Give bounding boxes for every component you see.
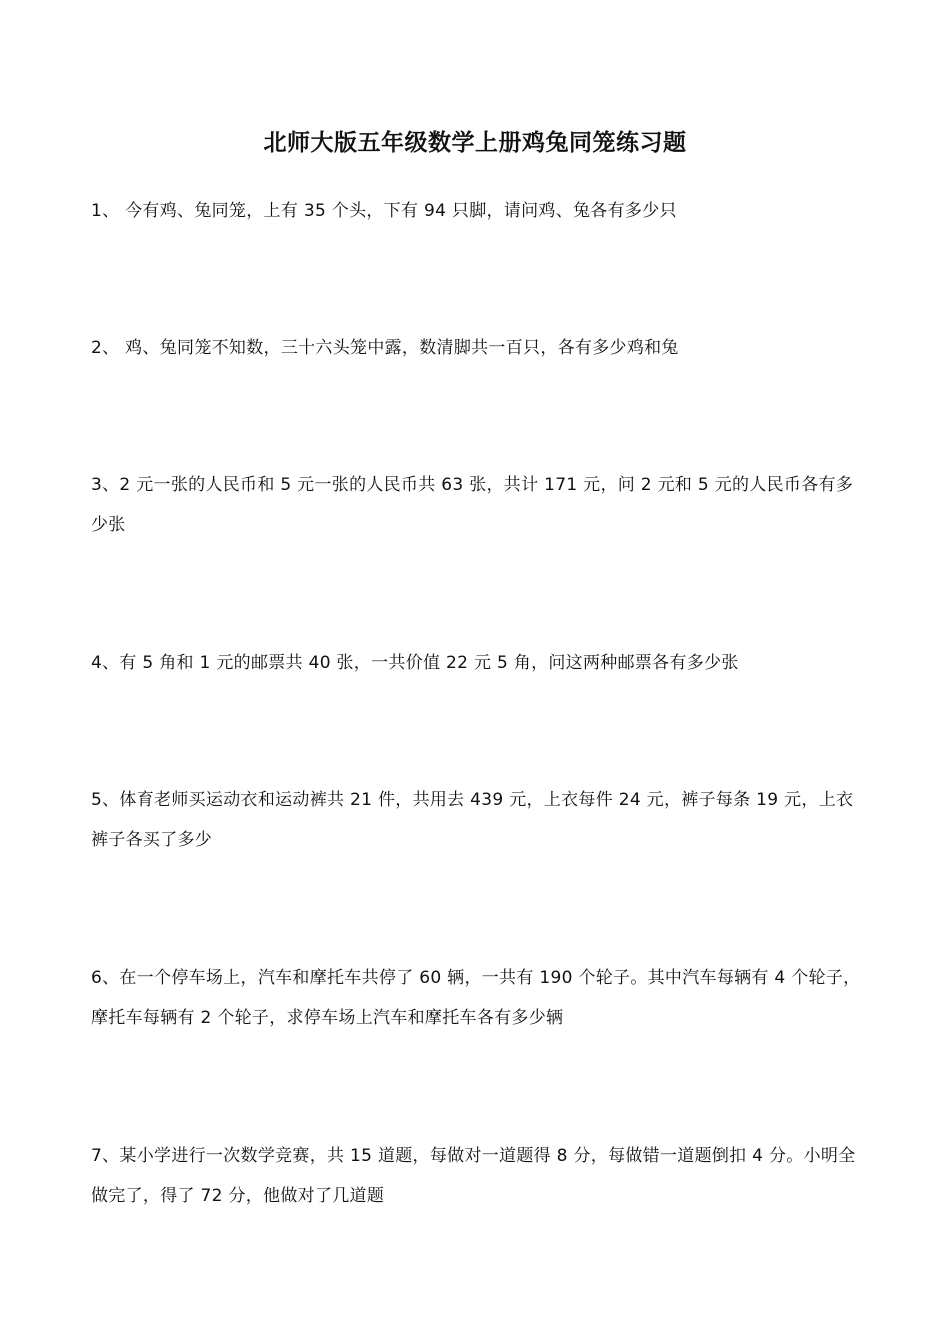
question-7 xyxy=(91,1136,869,1216)
question-text: 体育老师买运动衣和运动裤共 21 件，共用去 439 元，上衣每件 24 元，裤子每条 19 元，上衣裤子各买了多少 xyxy=(91,790,854,850)
question-number: 2、 xyxy=(91,338,120,358)
question-number: 6、 xyxy=(91,968,120,988)
question-text: 在一个停车场上，汽车和摩托车共停了 60 辆，一共有 190 个轮子。其中汽车每辆有 4 个轮子，摩托车每辆有 2 个轮子，求停车场上汽车和摩托车各有多少辆 xyxy=(91,968,861,1028)
question-text: 鸡、兔同笼不知数，三十六头笼中露，数清脚共一百只，各有多少鸡和兔 xyxy=(119,338,679,358)
question-number: 5、 xyxy=(91,790,120,810)
question-3 xyxy=(91,465,869,545)
question-text: 今有鸡、兔同笼，上有 35 个头，下有 94 只脚，请问鸡、兔各有多少只 xyxy=(119,201,677,221)
question-6 xyxy=(91,958,869,1038)
question-1 xyxy=(91,191,869,231)
question-text: 有 5 角和 1 元的邮票共 40 张，一共价值 22 元 5 角，问这两种邮票各有多少张 xyxy=(119,653,739,673)
question-4 xyxy=(91,643,869,683)
question-number: 4、 xyxy=(91,653,120,673)
question-number: 1、 xyxy=(91,201,120,221)
question-5 xyxy=(91,780,869,860)
question-text: 某小学进行一次数学竞赛，共 15 道题，每做对一道题得 8 分，每做错一道题倒扣 4 分。小明全做完了，得了 72 分，他做对了几道题 xyxy=(91,1146,856,1206)
question-number: 3、 xyxy=(91,475,120,495)
page-title: 北师大版五年级数学上册鸡兔同笼练习题 xyxy=(263,129,687,156)
question-text: 2 元一张的人民币和 5 元一张的人民币共 63 张，共计 171 元，问 2 元和 5 元的人民币各有多少张 xyxy=(91,475,854,535)
question-2 xyxy=(91,328,869,368)
question-number: 7、 xyxy=(91,1146,120,1166)
